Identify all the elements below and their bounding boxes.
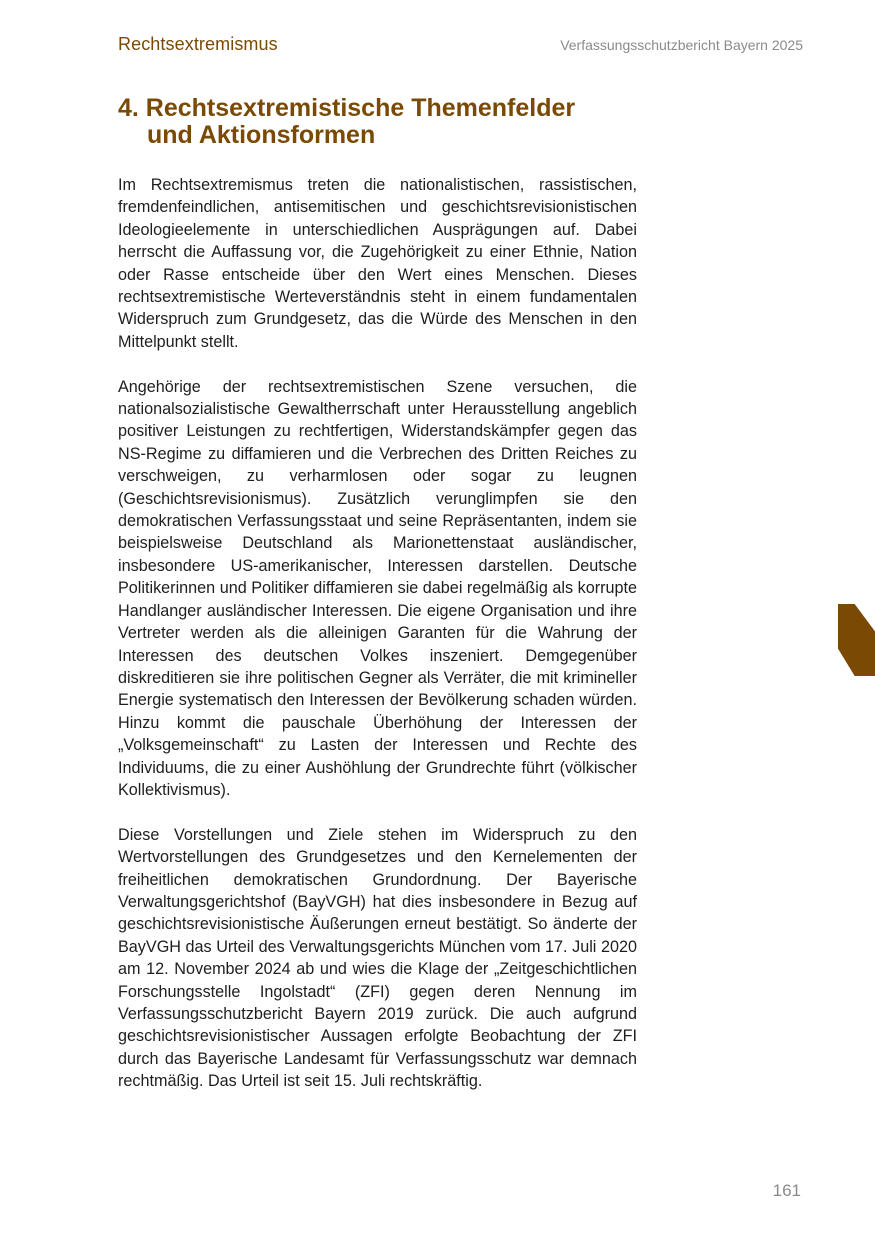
chapter-title-line-2: und Aktionsformen (147, 121, 376, 149)
running-header-report-title: Verfassungsschutzbericht Bayern 2025 (560, 37, 803, 53)
paragraph-3: Diese Vorstellungen und Ziele stehen im Widerspruch zu den Wertvorstellungen des Grundgesetzes und den Kernelementen der freiheitlichen demokratischen Grundordnung. Der Bayerische Verwaltungsgerichtshof (BayVGH) hat dies insbesondere in Bezug auf geschichtsrevisionistische Äußerungen erneut bestätigt. So änderte der BayVGH das Urteil des Verwaltungsgerichts München vom 17. Juli 2020 am 12. November 2024 ab und wies die Klage der „Zeitgeschichtlichen Forschungsstelle Ingolstadt“ (ZFI) gegen deren Nennung im Verfassungsschutzbericht Bayern 2019 zurück. Die auch aufgrund geschichtsrevisionistischer Aussagen erfolgte Beobachtung der ZFI durch das Bayerische Landesamt für Verfassungsschutz war demnach rechtmäßig. Das Urteil ist seit 15. Juli rechtskräftig. (118, 825, 637, 1091)
chapter-side-tab-marker (838, 604, 875, 676)
body-text (118, 174, 637, 1115)
paragraph-2: Angehörige der rechtsextremistischen Szene versuchen, die nationalsozialistische Gewaltherrschaft unter Herausstellung angeblich positiver Leistungen zu rechtfertigen, Widerstandskämpfer gegen das NS-Regime zu diffamieren und die Verbrechen des Dritten Reiches zu verschweigen, zu verharmlosen oder sogar zu leugnen (Geschichtsrevisionismus). Zusätzlich verunglimpfen sie den demokratischen Verfassungsstaat und seine Repräsentanten, indem sie beispielsweise Deutschland als Marionettenstaat ausländischer, insbesondere US-amerikanischer, Interessen darstellen. Deutsche Politikerinnen und Politiker diffamieren sie dabei regelmäßig als korrupte Handlanger ausländischer Interessen. Die eigene Organisation und ihre Vertreter werden als die alleinigen Garanten für die Wahrung der Interessen des deutschen Volkes inszeniert. Demgegenüber diskreditieren sie ihre politischen Gegner als Verräter, die mit krimineller Energie systematisch den Interessen der Bevölkerung schaden würden. Hinzu kommt die pauschale Überhöhung der Interessen der „Volksgemeinschaft“ zu Lasten der Interessen und Rechte des Individuums, die zu einer Aushöhlung der Grundrechte führt (völkischer Kollektivismus). (118, 377, 637, 799)
running-header-section: Rechtsextremismus (118, 34, 278, 54)
chapter-title-line-1: 4. Rechtsextremistische Themenfelder (118, 94, 576, 122)
page-number: 161 (772, 1181, 801, 1200)
chapter-title (118, 95, 658, 149)
paragraph-1: Im Rechtsextremismus treten die nationalistischen, rassistischen, fremdenfeindlichen, antisemitischen und geschichtsrevisionistischen Ideologieelemente in unterschiedlichen Ausprägungen auf. Dabei herrscht die Auffassung vor, die Zugehörigkeit zu einer Ethnie, Nation oder Rasse entscheide über den Wert eines Menschen. Dieses rechtsextremistische Werteverständnis steht in einem fundamentalen Widerspruch zum Grundgesetz, das die Würde des Menschen in den Mittelpunkt stellt. (118, 176, 637, 351)
